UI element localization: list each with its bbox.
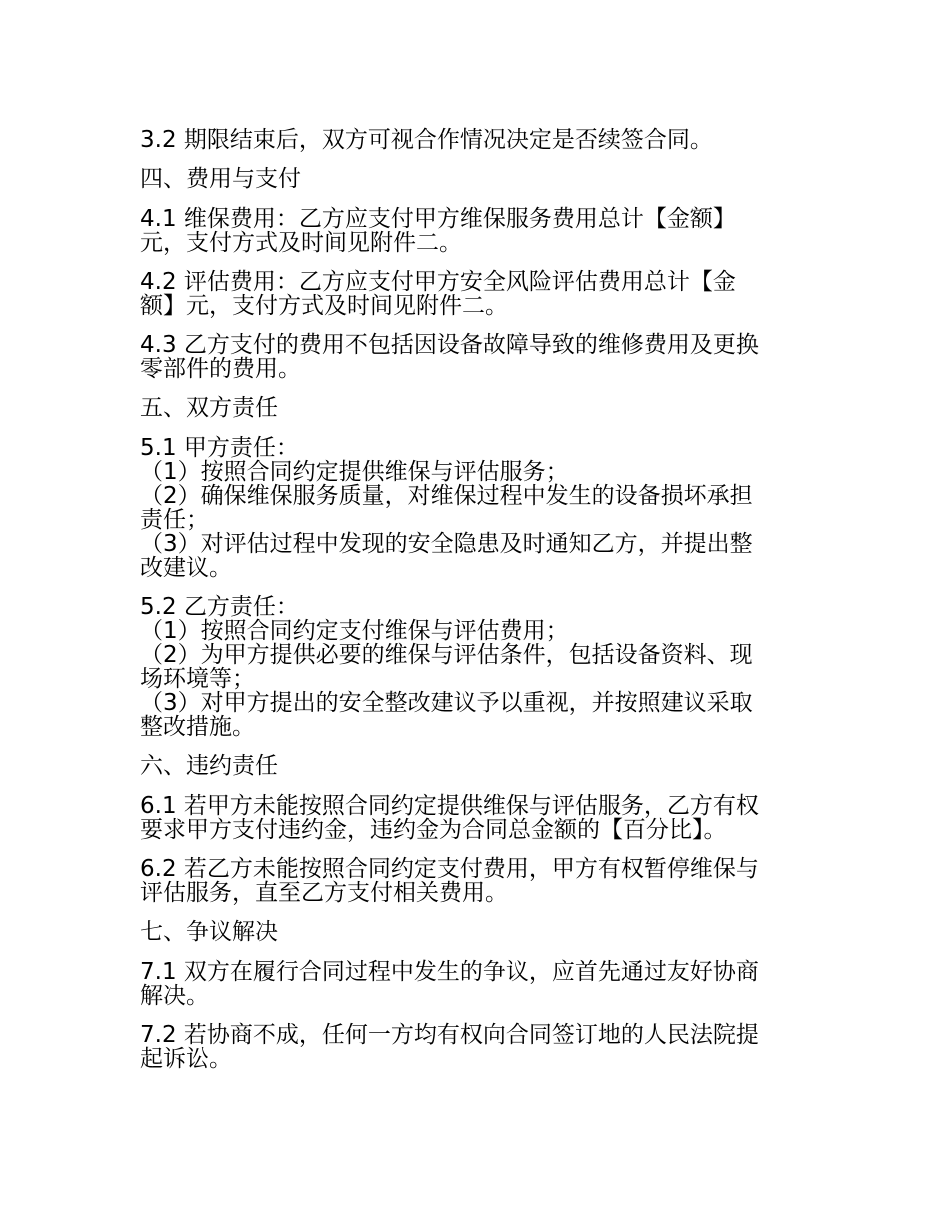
section-heading-4: 四、费用与支付 bbox=[140, 166, 301, 192]
clause-6-2 bbox=[140, 857, 808, 905]
clause-6-1-line: 要求甲方支付违约金，违约金为合同总金额的【百分比】。 bbox=[140, 817, 727, 843]
clause-3-2 bbox=[140, 128, 808, 152]
clause-5-2-line: 整改措施。 bbox=[140, 714, 255, 740]
clause-5-1-line: （2）确保维保服务质量，对维保过程中发生的设备损坏承担 bbox=[140, 483, 753, 509]
clause-5-2-line: （3）对甲方提出的安全整改建议予以重视，并按照建议采取 bbox=[140, 690, 753, 716]
clause-5-2 bbox=[140, 595, 808, 739]
clause-5-1 bbox=[140, 436, 808, 580]
clause-7-2-line: 7.2 若协商不成，任何一方均有权向合同签订地的人民法院提 bbox=[140, 1022, 759, 1048]
clause-7-1 bbox=[140, 960, 808, 1008]
clause-3-2-text: 3.2 期限结束后，双方可视合作情况决定是否续签合同。 bbox=[140, 127, 713, 153]
clause-4-2-line: 4.2 评估费用：乙方应支付甲方安全风险评估费用总计【金 bbox=[140, 269, 736, 295]
clause-5-2-line: （1）按照合同约定支付维保与评估费用； bbox=[140, 618, 569, 644]
clause-5-2-line: 5.2 乙方责任： bbox=[140, 594, 299, 620]
clause-4-1-line: 元，支付方式及时间见附件二。 bbox=[140, 230, 462, 256]
clause-4-3-line: 零部件的费用。 bbox=[140, 356, 301, 382]
clause-6-2-line: 评估服务，直至乙方支付相关费用。 bbox=[140, 880, 508, 906]
clause-7-2 bbox=[140, 1023, 808, 1071]
clause-6-1 bbox=[140, 794, 808, 842]
section-heading-6: 六、违约责任 bbox=[140, 753, 278, 779]
clause-7-1-line: 解决。 bbox=[140, 983, 209, 1009]
clause-5-1-line: 5.1 甲方责任： bbox=[140, 435, 299, 461]
section-heading-5: 五、双方责任 bbox=[140, 395, 278, 421]
clause-4-1 bbox=[140, 207, 808, 255]
clause-6-2-line: 6.2 若乙方未能按照合同约定支付费用，甲方有权暂停维保与 bbox=[140, 856, 759, 882]
clause-7-2-line: 起诉讼。 bbox=[140, 1046, 232, 1072]
clause-6-1-line: 6.1 若甲方未能按照合同约定提供维保与评估服务，乙方有权 bbox=[140, 793, 759, 819]
clause-4-1-line: 4.1 维保费用：乙方应支付甲方维保服务费用总计【金额】 bbox=[140, 206, 736, 232]
clause-5-1-line: 责任； bbox=[140, 507, 209, 533]
clause-5-1-line: 改建议。 bbox=[140, 555, 232, 581]
clause-5-2-line: （2）为甲方提供必要的维保与评估条件，包括设备资料、现 bbox=[140, 642, 753, 668]
clause-5-1-line: （3）对评估过程中发现的安全隐患及时通知乙方，并提出整 bbox=[140, 531, 753, 557]
section-heading-7: 七、争议解决 bbox=[140, 919, 278, 945]
document-body bbox=[140, 128, 808, 1086]
clause-7-1-line: 7.1 双方在履行合同过程中发生的争议，应首先通过友好协商 bbox=[140, 959, 759, 985]
clause-4-3-line: 4.3 乙方支付的费用不包括因设备故障导致的维修费用及更换 bbox=[140, 332, 759, 358]
clause-4-2 bbox=[140, 270, 808, 318]
clause-4-3 bbox=[140, 333, 808, 381]
clause-4-2-line: 额】元，支付方式及时间见附件二。 bbox=[140, 293, 508, 319]
clause-5-1-line: （1）按照合同约定提供维保与评估服务； bbox=[140, 459, 569, 485]
clause-5-2-line: 场环境等； bbox=[140, 666, 255, 692]
